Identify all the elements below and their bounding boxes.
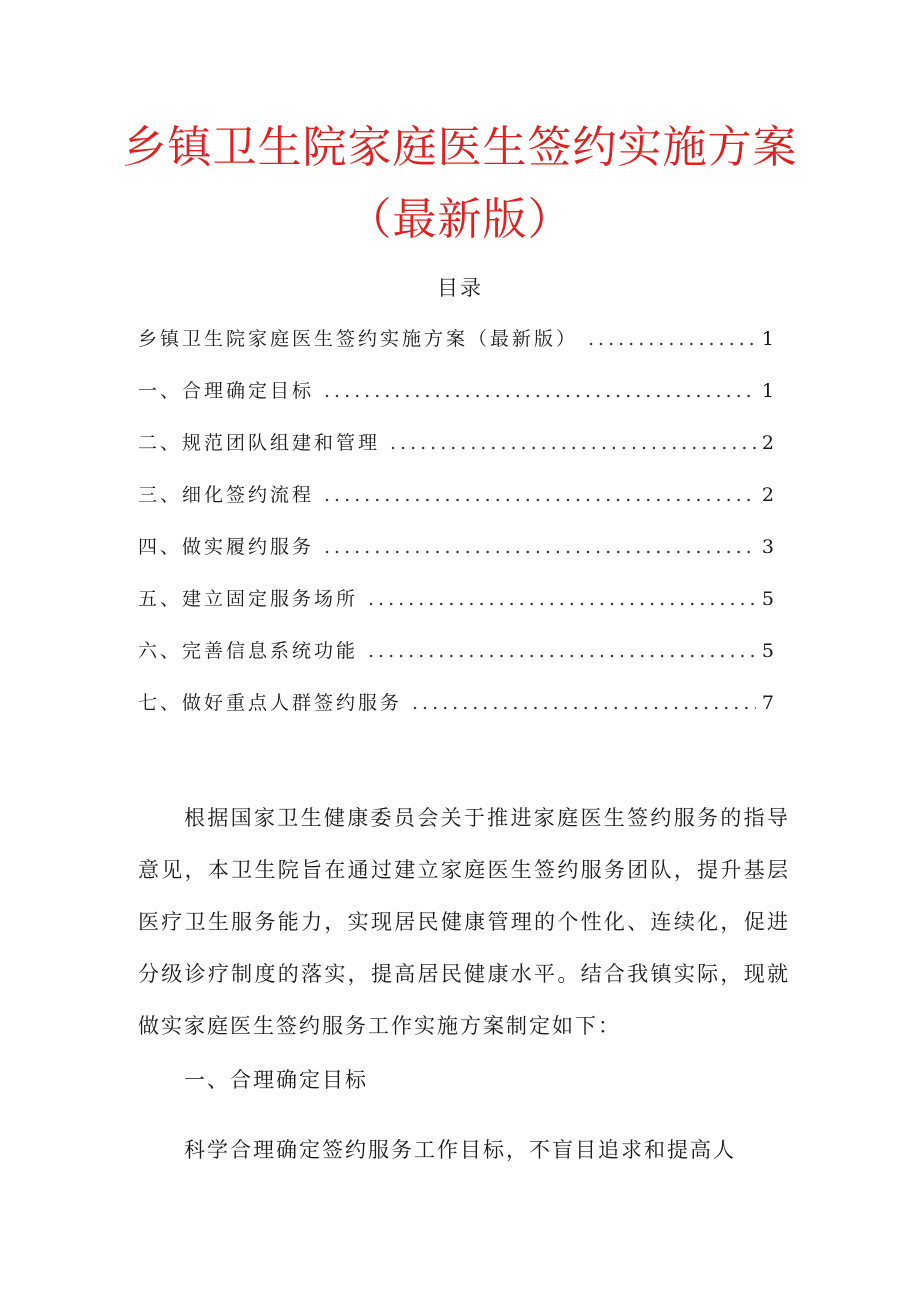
toc-leader-dots	[324, 380, 756, 402]
toc-item[interactable]	[138, 428, 774, 480]
toc-leader-dots	[412, 692, 756, 714]
toc-heading: 目录	[437, 276, 483, 300]
toc-item-page: 2	[761, 432, 774, 454]
section-1-paragraph: 科学合理确定签约服务工作目标，不盲目追求和提高人	[184, 1138, 736, 1162]
toc-leader-dots	[390, 432, 756, 454]
toc-item[interactable]	[138, 480, 774, 532]
section-heading-1: 一、合理确定目标	[184, 1068, 368, 1092]
toc-item-text: 四、做实履约服务	[138, 536, 315, 558]
toc-leader-dots	[368, 588, 756, 610]
toc-item[interactable]	[138, 636, 774, 688]
toc-item[interactable]	[138, 688, 774, 740]
toc-item-page: 5	[761, 640, 774, 662]
toc-item-text: 七、做好重点人群签约服务	[138, 692, 403, 714]
toc-item-page: 3	[761, 536, 774, 558]
intro-paragraph: 根据国家卫生健康委员会关于推进家庭医生签约服务的指导意见，本卫生院旨在通过建立家庭医生签约服务团队，提升基层医疗卫生服务能力，实现居民健康管理的个性化、连续化，促进分级诊疗制度的落实，提高居民健康水平。结合我镇实际，现就做实家庭医生签约服务工作实施方案制定如下：	[138, 806, 790, 1038]
toc-item-text: 五、建立固定服务场所	[138, 588, 359, 610]
toc-item-page: 1	[761, 380, 774, 402]
toc-item-text: 二、规范团队组建和管理	[138, 432, 381, 454]
toc-leader-dots	[588, 328, 756, 350]
toc-item-text: 三、细化签约流程	[138, 484, 315, 506]
toc-item[interactable]	[138, 324, 774, 376]
toc-leader-dots	[324, 484, 756, 506]
toc-item-text: 一、合理确定目标	[138, 380, 315, 402]
toc-leader-dots	[324, 536, 756, 558]
toc-item[interactable]	[138, 532, 774, 584]
toc-item-page: 1	[761, 328, 774, 350]
document-title-line2: （最新版）	[347, 194, 573, 245]
table-of-contents	[138, 324, 774, 740]
toc-item-page: 2	[761, 484, 774, 506]
toc-item-page: 5	[761, 588, 774, 610]
document-title-line1: 乡镇卫生院家庭医生签约实施方案	[122, 122, 798, 173]
toc-item[interactable]	[138, 584, 774, 636]
toc-item[interactable]	[138, 376, 774, 428]
toc-item-text: 六、完善信息系统功能	[138, 640, 359, 662]
toc-leader-dots	[368, 640, 756, 662]
toc-item-text: 乡镇卫生院家庭医生签约实施方案（最新版）	[138, 328, 579, 350]
toc-item-page: 7	[761, 692, 774, 714]
